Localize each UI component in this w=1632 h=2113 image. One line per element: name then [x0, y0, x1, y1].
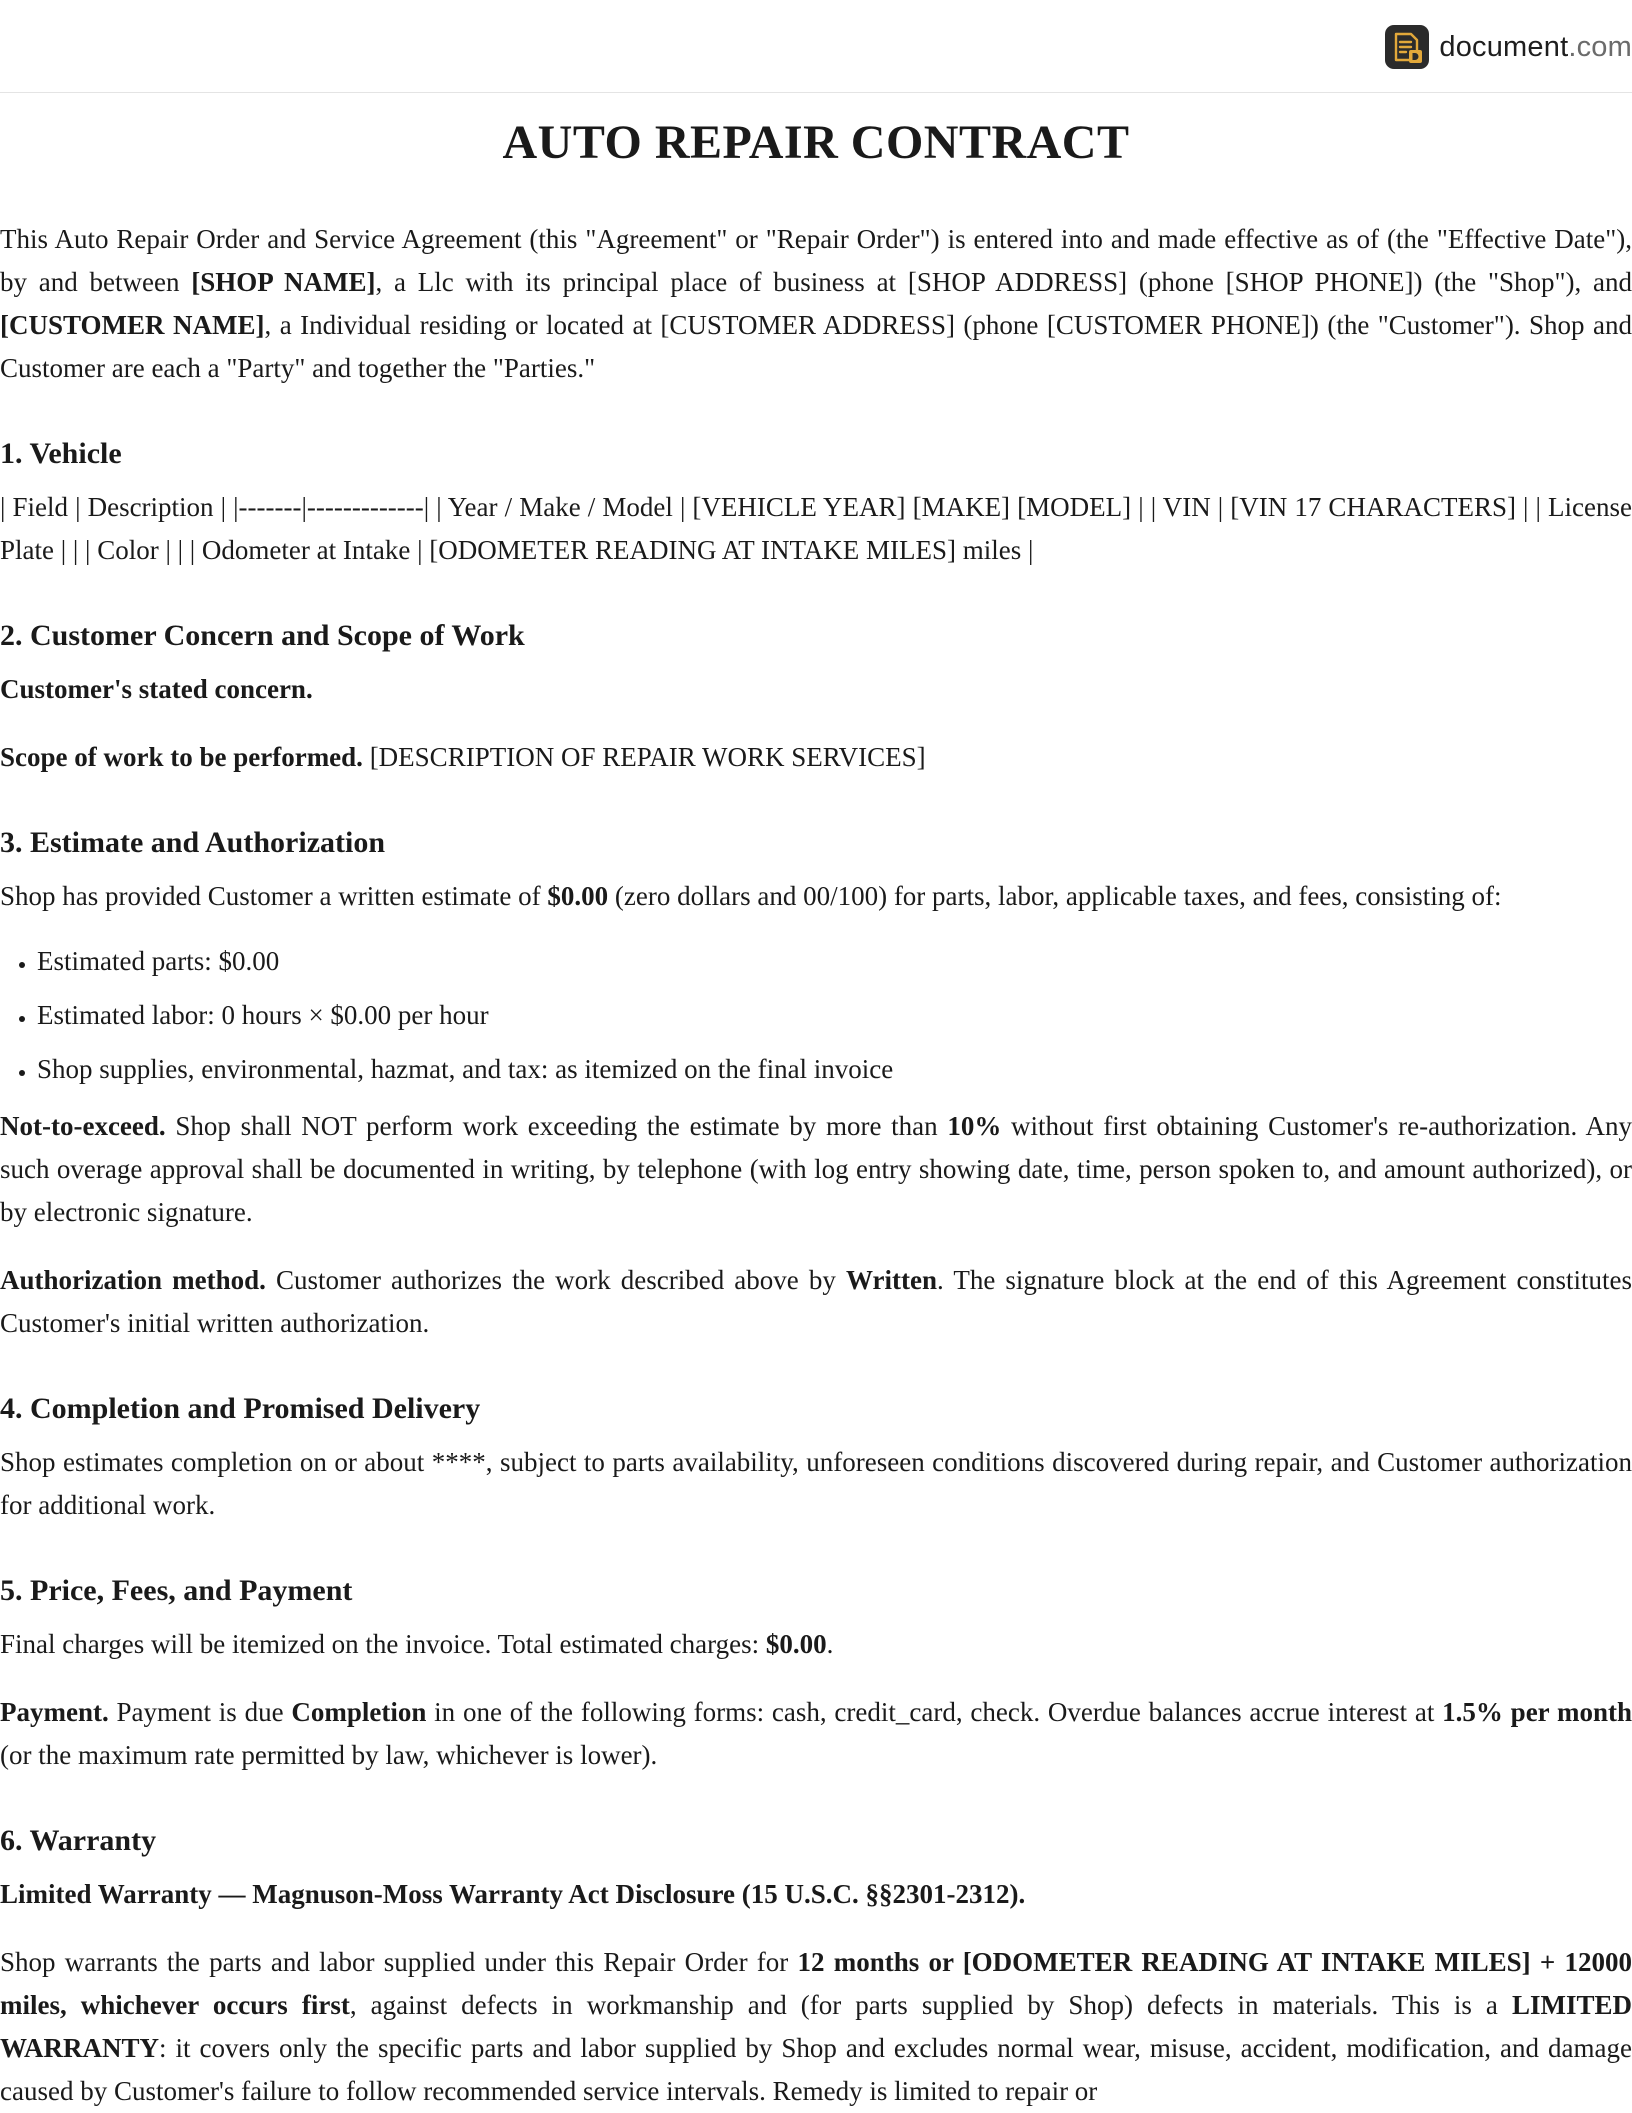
list-item: • Shop supplies, environmental, hazmat, and tax: as itemized on the final invoice — [37, 1048, 1632, 1091]
authorization-text-1: Customer authorizes the work described above by — [265, 1265, 846, 1296]
limited-warranty-label: LIMITED WARRANTY — [0, 1990, 1632, 2064]
charges-text-2: . — [826, 1629, 834, 1660]
section-heading-estimate: 3. Estimate and Authorization — [0, 826, 386, 860]
authorization-method: Written — [845, 1265, 937, 1296]
section-heading-scope: 2. Customer Concern and Scope of Work — [0, 619, 525, 653]
brand-name-main: document — [1439, 30, 1569, 63]
section-heading-payment: 5. Price, Fees, and Payment — [0, 1574, 353, 1608]
brand-logo-link[interactable] — [1385, 24, 1632, 70]
warranty-subheading-text: Limited Warranty — Magnuson-Moss Warranty Act Disclosure (15 U.S.C. §§2301-2312). — [0, 1879, 1026, 1910]
document-title: AUTO REPAIR CONTRACT — [502, 116, 1130, 169]
intro-text-3: , a Individual residing or located at [CUSTOMER ADDRESS] (phone [CUSTOMER PHONE]) (the "Customer"). Shop and Customer are each a "Party" and together the "Parties." — [0, 310, 1632, 384]
brand-tld: .com — [1568, 30, 1632, 63]
authorization-label: Authorization method. — [0, 1265, 266, 1296]
section-heading-warranty: 6. Warranty — [0, 1824, 157, 1858]
not-to-exceed-text-2: without first obtaining Customer's re-authorization. Any such overage approval shall be documented in writing, by telephone (with log entry showing date, time, person spoken to, and amount authorized), or by electronic signature. — [0, 1111, 1632, 1228]
top-bar — [0, 0, 1632, 93]
not-to-exceed-percent: 10% — [947, 1111, 1002, 1142]
not-to-exceed-paragraph — [0, 1105, 1632, 1234]
document-logo-icon — [1385, 25, 1429, 69]
list-item: • Estimated parts: $0.00 — [37, 940, 1632, 983]
intro-paragraph — [0, 218, 1632, 390]
warranty-paragraph — [0, 1941, 1632, 2113]
section-heading-vehicle: 1. Vehicle — [0, 437, 122, 471]
customer-concern-paragraph — [0, 668, 1632, 711]
customer-name-placeholder: [CUSTOMER NAME] — [0, 310, 265, 341]
warranty-text-2: , against defects in workmanship and (for parts supplied by Shop) defects in materials. This is a — [349, 1990, 1512, 2021]
scope-label: Scope of work to be performed. — [0, 742, 363, 773]
warranty-term: 12 months or [ODOMETER READING AT INTAKE MILES] + 12000 miles, whichever occurs first — [0, 1947, 1632, 2021]
estimate-list — [0, 940, 1632, 1091]
authorization-text-2: . The signature block at the end of this Agreement constitutes Customer's initial written authorization. — [0, 1265, 1632, 1339]
scope-text: [DESCRIPTION OF REPAIR WORK SERVICES] — [362, 742, 926, 773]
interest-rate: 1.5% per month — [1442, 1697, 1632, 1728]
authorization-paragraph — [0, 1259, 1632, 1345]
warranty-text-1: Shop warrants the parts and labor supplied under this Repair Order for — [0, 1947, 798, 1978]
customer-concern-label: Customer's stated concern. — [0, 674, 313, 705]
warranty-text-3: : it covers only the specific parts and labor supplied by Shop and excludes normal wear, misuse, accident, modification, and damage caused by Customer's failure to follow recommended service intervals. Remedy is limited to repair or — [0, 2033, 1632, 2107]
payment-label: Payment. — [0, 1697, 109, 1728]
intro-text-2: , a Llc with its principal place of business at [SHOP ADDRESS] (phone [SHOP PHONE]) (the "Shop"), and — [375, 267, 1632, 298]
charges-paragraph — [0, 1623, 1632, 1666]
estimate-amount: $0.00 — [547, 881, 609, 912]
charges-text-1: Final charges will be itemized on the invoice. Total estimated charges: — [0, 1629, 766, 1660]
intro-text-1: This Auto Repair Order and Service Agreement (this "Agreement" or "Repair Order") is entered into and made effective as of (the "Effective Date"), by and between — [0, 224, 1632, 298]
not-to-exceed-label: Not-to-exceed. — [0, 1111, 166, 1142]
charges-total: $0.00 — [765, 1629, 827, 1660]
payment-text-2: in one of the following forms: cash, credit_card, check. Overdue balances accrue interest at — [426, 1697, 1443, 1728]
document-body — [0, 93, 1632, 2113]
scope-paragraph — [0, 736, 1632, 779]
vehicle-table-text: | Field | Description | |-------|-------------| | Year / Make / Model | [VEHICLE YEAR] [MAKE] [MODEL] | | VIN | [VIN 17 CHARACTERS] | | License Plate | | | Color | | | Odometer at Intake | [ODOMETER READING AT INTAKE MILES] miles | — [0, 492, 1632, 566]
warranty-subheading — [0, 1873, 1632, 1916]
payment-text-3: (or the maximum rate permitted by law, whichever is lower). — [0, 1740, 658, 1771]
list-item: • Estimated labor: 0 hours × $0.00 per hour — [37, 994, 1632, 1037]
estimate-paragraph — [0, 875, 1632, 918]
not-to-exceed-text-1: Shop shall NOT perform work exceeding the estimate by more than — [165, 1111, 948, 1142]
estimate-text-1: Shop has provided Customer a written estimate of — [0, 881, 548, 912]
shop-name-placeholder: [SHOP NAME] — [191, 267, 376, 298]
payment-due: Completion — [291, 1697, 427, 1728]
estimate-text-2: (zero dollars and 00/100) for parts, labor, applicable taxes, and fees, consisting of: — [608, 881, 1502, 912]
completion-paragraph: Shop estimates completion on or about ****, subject to parts availability, unforeseen conditions discovered during repair, and Customer authorization for additional work. — [0, 1447, 1632, 1521]
payment-text-1: Payment is due — [108, 1697, 292, 1728]
brand-name — [1439, 31, 1632, 64]
section-heading-completion: 4. Completion and Promised Delivery — [0, 1392, 481, 1426]
payment-paragraph — [0, 1691, 1632, 1777]
